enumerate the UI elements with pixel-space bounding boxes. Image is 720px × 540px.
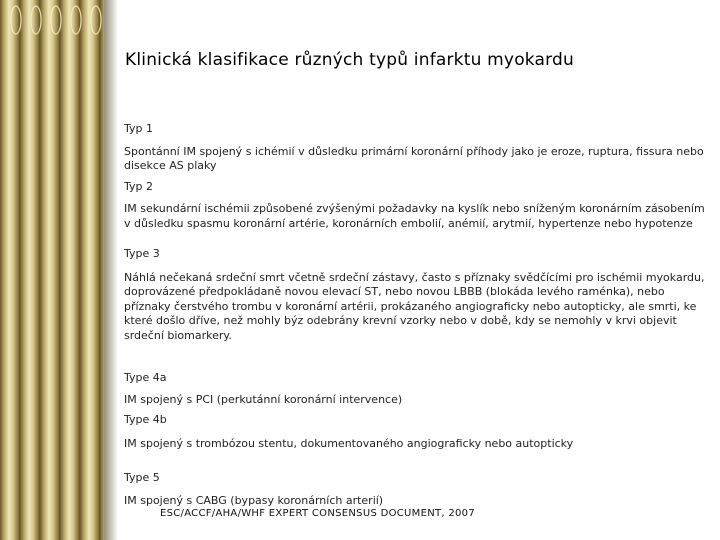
type-5-block bbox=[124, 471, 706, 508]
curtain-shadow bbox=[104, 0, 118, 540]
type-description: IM spojený s PCI (perkutánní koronární intervence) bbox=[124, 392, 403, 406]
type-label: Type 3 bbox=[124, 247, 160, 260]
type-description: IM spojený s trombózou stentu, dokumentovaného angiograficky nebo autopticky bbox=[124, 436, 574, 450]
type-4b-block bbox=[124, 413, 706, 451]
type-label: Typ 1 bbox=[124, 122, 153, 135]
type-label: Type 4a bbox=[124, 371, 167, 384]
type-1-block bbox=[124, 122, 706, 174]
type-description: IM spojený s CABG (bypasy koronárních arterií) bbox=[124, 493, 384, 507]
type-label: Type 5 bbox=[124, 471, 160, 484]
type-3-block bbox=[124, 247, 706, 343]
curtain-rings-decoration bbox=[2, 0, 102, 540]
type-description: Spontánní IM spojený s ichémií v důsledku primární koronární příhody jako je eroze, ruptura, fissura nebo disekce AS plaky bbox=[124, 144, 704, 172]
type-2-block bbox=[124, 180, 706, 232]
type-label: Type 4b bbox=[124, 413, 167, 426]
classification-list bbox=[124, 122, 706, 508]
source-citation: ESC/ACCF/AHA/WHF EXPERT CONSENSUS DOCUMENT, 2007 bbox=[160, 508, 475, 519]
curtain-decoration bbox=[0, 0, 104, 540]
type-label: Typ 2 bbox=[124, 179, 153, 193]
type-description: Náhlá nečekaná srdeční smrt včetně srdeční zástavy, často s příznaky svědčícími pro ischémii myokardu, doprovázené předpokládaně novou elevací ST, nebo novou LBBB (blokáda levého raménka), nebo příznaky čerstvého trombu v koronární artérii, prokázaného angiograficky nebo autopticky, ale smrti, ke které došlo dříve, než mohly býz odebrány krevní vzorky nebo v době, kdy se nemohly v krvi objevit srdeční biomarkery. bbox=[124, 270, 705, 342]
type-4a-block bbox=[124, 371, 706, 407]
type-description: IM sekundární ischémii způsobené zvýšenými požadavky na kyslík nebo sníženým koronárním zásobením v důsledku spasmu koronární artérie, koronárních embolií, anémií, arytmií, hypertenze nebo hypotenze bbox=[124, 202, 705, 230]
slide-title: Klinická klasifikace různých typů infarktu myokardu bbox=[125, 50, 575, 70]
